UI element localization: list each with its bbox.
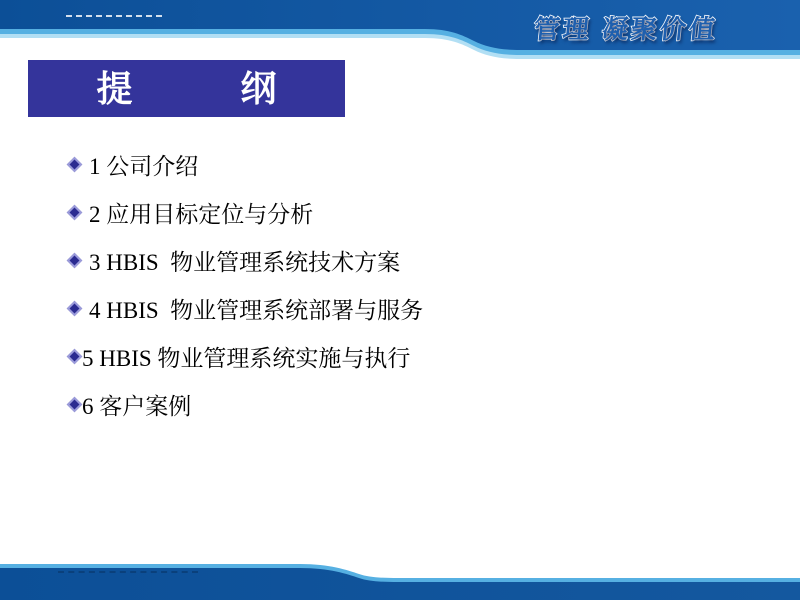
footer-band <box>0 560 800 600</box>
list-item <box>66 284 706 332</box>
list-item-label: 3 HBIS 物业管理系统技术方案 <box>89 249 401 275</box>
list-item-label: 2 应用目标定位与分析 <box>89 201 314 227</box>
slide-title: 提 纲 <box>96 67 277 109</box>
brand-slogan-text: 管理 凝聚价值 <box>532 14 720 44</box>
diamond-bullet-icon <box>67 204 83 220</box>
footer-fine-print <box>58 571 198 573</box>
list-item-label: 6 客户案例 <box>82 393 192 419</box>
header-fine-print <box>66 15 162 17</box>
diamond-bullet-icon <box>67 396 83 412</box>
diamond-bullet-icon <box>67 156 83 172</box>
slide-title-box <box>28 60 345 117</box>
list-item <box>66 236 706 284</box>
outline-list <box>66 140 706 428</box>
list-item <box>66 332 706 380</box>
list-item-label: 4 HBIS 物业管理系统部署与服务 <box>89 297 424 323</box>
diamond-bullet-icon <box>67 348 83 364</box>
list-item-label: 1 公司介绍 <box>89 153 199 179</box>
diamond-bullet-icon <box>67 252 83 268</box>
list-item <box>66 188 706 236</box>
diamond-bullet-icon <box>67 300 83 316</box>
list-item-label: 5 HBIS 物业管理系统实施与执行 <box>82 345 411 371</box>
list-item <box>66 140 706 188</box>
list-item <box>66 380 706 428</box>
